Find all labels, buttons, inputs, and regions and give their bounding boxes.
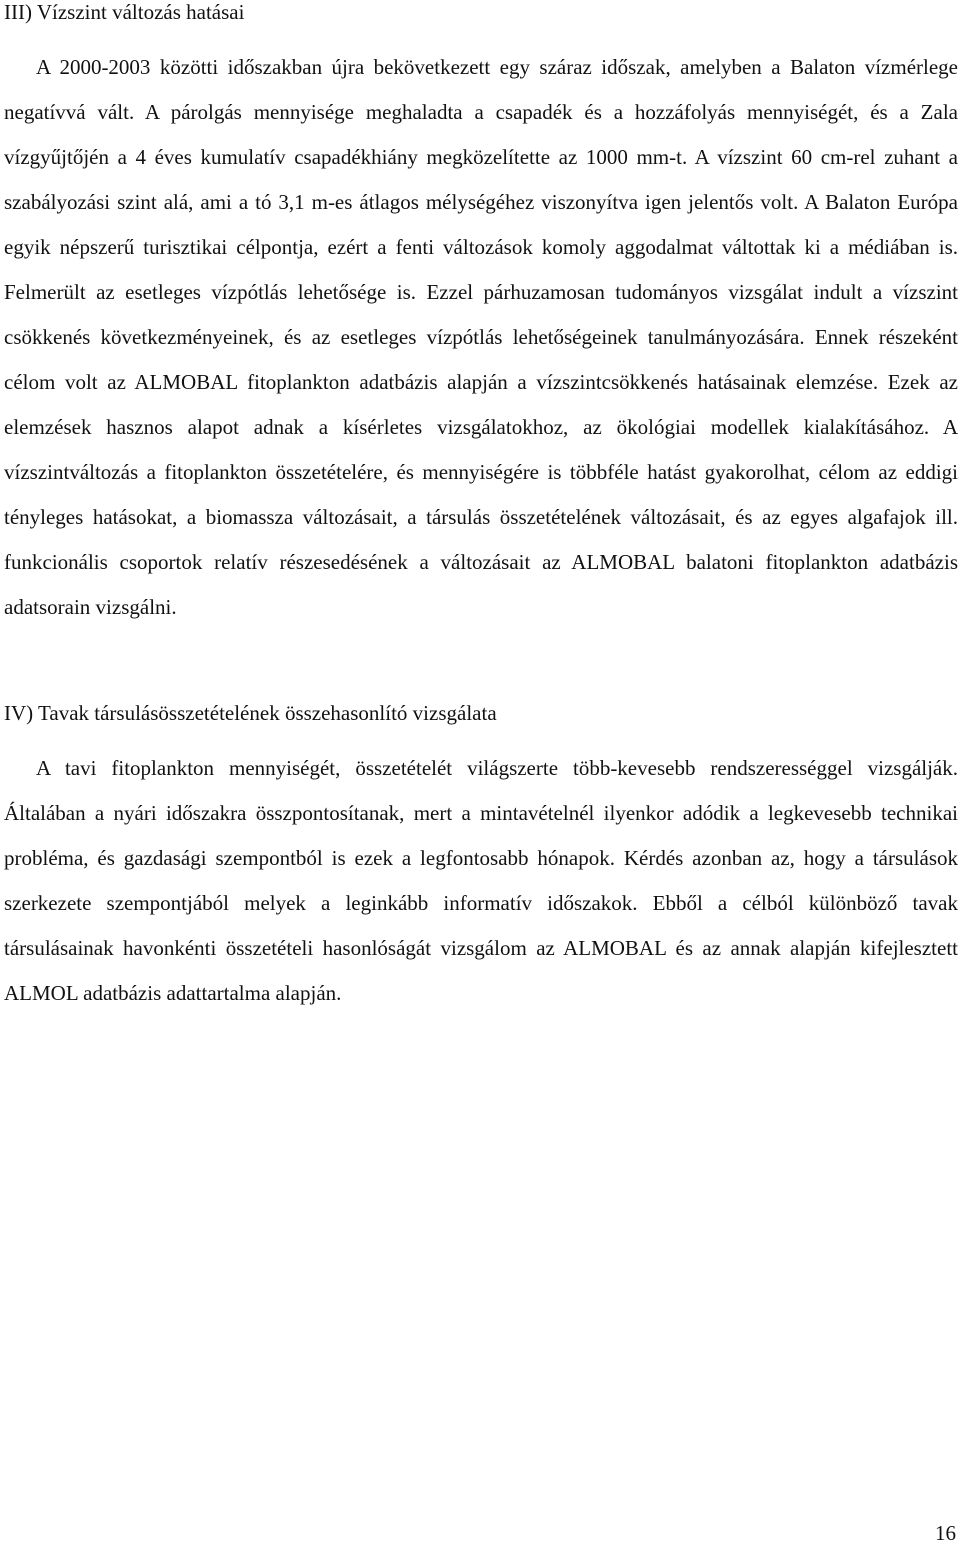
section-heading-3: III) Vízszint változás hatásai	[4, 0, 245, 24]
section-heading-4: IV) Tavak társulásösszetételének összehasonlító vizsgálata	[4, 701, 497, 725]
document-page	[4, 0, 958, 1016]
section-paragraph-3: A 2000-2003 közötti időszakban újra bekövetkezett egy száraz időszak, amelyben a Balaton vízmérlege negatívvá vált. A párolgás mennyisége meghaladta a csapadék és a hozzáfolyás mennyiségét, és a Zala vízgyűjtőjén a 4 éves kumulatív csapadékhiány megközelítette az 1000 mm-t. A vízszint 60 cm-rel zuhant a szabályozási szint alá, ami a tó 3,1 m-es átlagos mélységéhez viszonyítva igen jelentős volt. A Balaton Európa egyik népszerű turisztikai célpontja, ezért a fenti változások komoly aggodalmat váltottak ki a médiában is. Felmerült az esetleges vízpótlás lehetősége is. Ezzel párhuzamosan tudományos vizsgálat indult a vízszint csökkenés következményeinek, és az esetleges vízpótlás lehetőségeinek tanulmányozására. Ennek részeként célom volt az ALMOBAL fitoplankton adatbázis alapján a vízszintcsökkenés hatásainak elemzése. Ezek az elemzések hasznos alapot adnak a kísérletes vizsgálatokhoz, az ökológiai modellek kialakításához. A vízszintváltozás a fitoplankton összetételére, és mennyiségére is többféle hatást gyakorolhat, célom az eddigi tényleges hatásokat, a biomassza változásait, a társulás összetételének változásait, és az egyes algafajok ill. funkcionális csoportok relatív részesedésének a változásait az ALMOBAL balatoni fitoplankton adatbázis adatsorain vizsgálni.	[4, 55, 958, 619]
section-paragraph-4: A tavi fitoplankton mennyiségét, összetételét világszerte több-kevesebb rendszerességgel vizsgálják. Általában a nyári időszakra összpontosítanak, mert a mintavételnél ilyenkor adódik a legkevesebb technikai probléma, és gazdasági szempontból is ezek a legfontosabb hónapok. Kérdés azonban az, hogy a társulások szerkezete szempontjából melyek a leginkább informatív időszakok. Ebből a célból különböző tavak társulásainak havonkénti összetételi hasonlóságát vizsgálom az ALMOBAL és az annak alapján kifejlesztett ALMOL adatbázis adattartalma alapján.	[4, 756, 958, 1005]
page-number: 16	[935, 1521, 956, 1545]
